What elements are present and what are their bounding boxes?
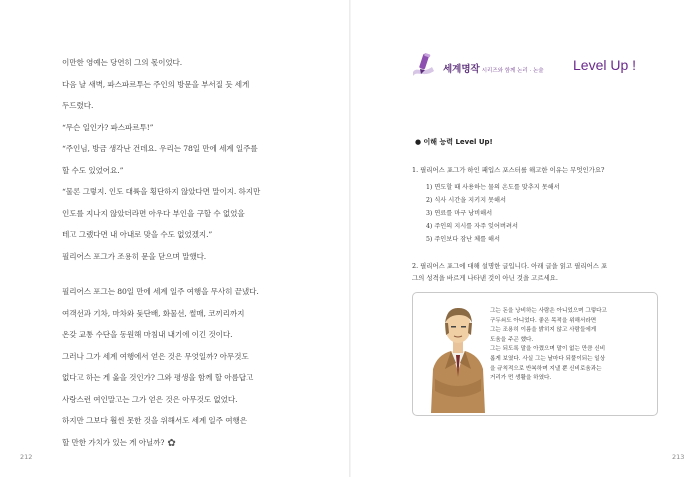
text-line-content: 할 만한 가치가 있는 게 아닐까? bbox=[62, 437, 165, 447]
page-number-right: 213 bbox=[672, 453, 685, 461]
box-line: 그는 돈을 낭비하는 사람은 아니었으며 그렇다고 bbox=[490, 308, 607, 314]
box-line: 그는 되도록 말을 아꼈으며 말이 없는 만큼 신비 bbox=[490, 346, 606, 353]
text-line-last bbox=[62, 432, 302, 455]
question-2-line: 2. 필리어스 포그에 대해 설명한 글입니다. 아래 글을 읽고 필리어스 포 bbox=[412, 262, 608, 270]
box-text bbox=[490, 307, 650, 384]
section-header bbox=[410, 50, 650, 82]
text-line: 테고 그랬다면 내 아내로 맞을 수도 없었겠지.” bbox=[62, 230, 213, 239]
option-item: 4) 주인의 지시를 자주 잊어버려서 bbox=[426, 223, 518, 230]
box-line: 구두쇠도 아니었다. 좋은 목적을 위해서라면 bbox=[490, 317, 597, 324]
series-subtitle: 시리즈와 함께 논리 · 논술 bbox=[481, 68, 544, 74]
box-line: 거리가 먼 생활을 하였다. bbox=[490, 375, 552, 382]
box-line: 도움을 주곤 했다. bbox=[490, 336, 534, 343]
text-line: 여객선과 기차, 마차와 돛단배, 화물선, 썰매, 코끼리까지 bbox=[62, 308, 245, 318]
box-line: 그는 조용히 이름을 밝히지 않고 사람들에게 bbox=[490, 327, 597, 334]
option-item: 3) 연료를 마구 낭비해서 bbox=[426, 210, 493, 217]
text-line: 그러나 그가 세계 여행에서 얻은 것은 무엇일까? 아무것도 bbox=[62, 351, 249, 361]
question-2-line: 그의 성격을 바르게 나타낸 것이 아닌 것을 고르세요. bbox=[412, 274, 558, 282]
left-page-body bbox=[62, 52, 302, 454]
reading-box bbox=[412, 292, 658, 416]
option-item: 1) 면도할 때 사용하는 물의 온도를 맞추지 못해서 bbox=[426, 184, 560, 191]
text-line: 사랑스런 여인말고는 그가 얻은 것은 아무것도 없었다. bbox=[62, 394, 238, 404]
text-line: 온갖 교통 수단을 동원해 마침내 내기에 이긴 것이다. bbox=[62, 330, 233, 339]
text-line: 필리어스 포그가 조용히 문을 닫으며 말했다. bbox=[62, 251, 207, 261]
question-1-text: 1. 필리어스 포그가 하인 패입스 포스터를 해고한 이유는 무엇인가요? bbox=[412, 166, 605, 174]
level-up-title: Level Up ! bbox=[573, 57, 637, 73]
flower-icon: ✿ bbox=[167, 437, 176, 449]
option-item: 5) 주인보다 잠난 체를 해서 bbox=[426, 236, 500, 243]
text-line: 인도를 지나지 않았더라면 아우다 부인을 구할 수 없었을 bbox=[62, 208, 245, 218]
page-fold bbox=[349, 0, 351, 477]
text-line: 할 수도 있었어요.” bbox=[62, 165, 124, 175]
box-line: 을 규칙적으로 반복하며 지낼 뿐 신비로움과는 bbox=[490, 365, 602, 372]
text-line: 하지만 그보다 훨씬 못한 것을 위해서도 세계 일주 여행은 bbox=[62, 416, 247, 425]
person-illustration bbox=[423, 297, 493, 413]
option-item: 2) 식사 시간을 지키지 못해서 bbox=[426, 197, 506, 204]
page-number-left: 212 bbox=[20, 453, 33, 461]
text-line: 필리어스 포그는 80일 만에 세계 일주 여행을 무사히 끝냈다. bbox=[62, 287, 259, 296]
text-line: “주인님, 방금 생각난 건데요. 우리는 78일 만에 세계 일주를 bbox=[62, 144, 258, 153]
text-line: 다음 날 새벽, 파스파르투는 주인의 방문을 부서질 듯 세게 bbox=[62, 79, 250, 89]
box-line: 롭게 보였다. 사실 그는 날마다 되풀이되는 일상 bbox=[490, 355, 606, 362]
series-title-text: 세계명작 bbox=[443, 64, 480, 75]
paragraph-gap bbox=[62, 267, 302, 281]
text-line: 없다고 하는 게 옳을 것인가? 그와 평생을 함께 할 아름답고 bbox=[62, 373, 254, 382]
text-line: “물론 그렇지. 인도 대륙을 횡단하지 않았다면 말이지. 하지만 bbox=[62, 187, 261, 196]
pen-badge-icon bbox=[410, 52, 436, 78]
question-1-options bbox=[426, 181, 560, 246]
text-line: 두드렸다. bbox=[62, 101, 94, 110]
question-1 bbox=[412, 164, 657, 176]
question-2 bbox=[412, 260, 657, 284]
text-line: 이만한 영예는 당연히 그의 몫이었다. bbox=[62, 58, 183, 67]
section-title: ● 이해 능력 Level Up! bbox=[415, 138, 493, 146]
text-line: “무슨 일인가? 파스파르투!” bbox=[62, 122, 154, 132]
series-title bbox=[443, 61, 544, 75]
